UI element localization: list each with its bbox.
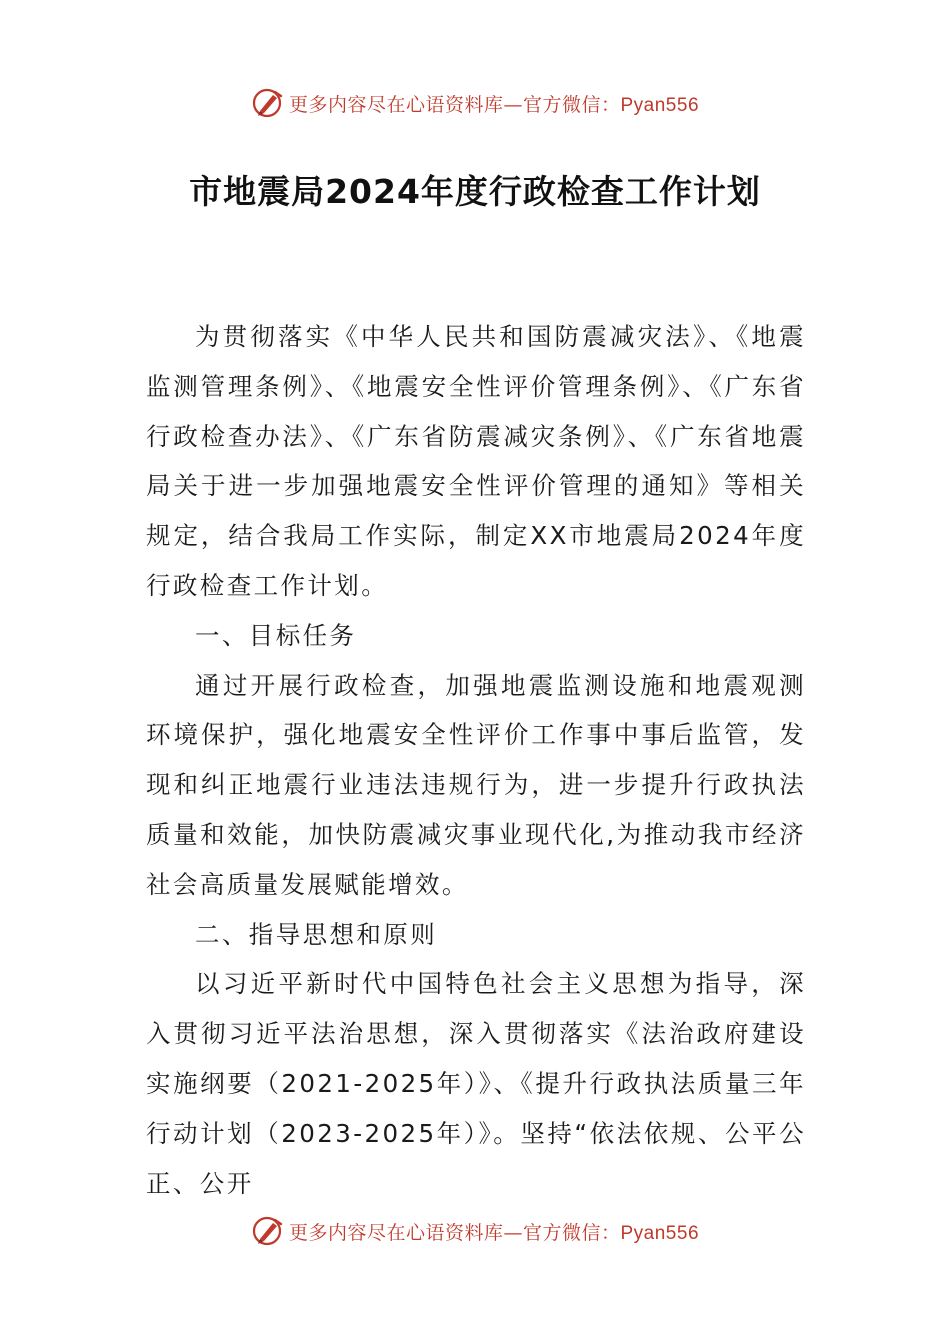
section-heading-principles: 二、指导思想和原则 — [195, 919, 438, 949]
pen-nib-circle-icon — [251, 86, 285, 120]
section-heading-goals: 一、目标任务 — [195, 620, 357, 650]
paragraph-goals: 通过开展行政检查，加强地震监测设施和地震观测环境保护，强化地震安全性评价工作事中事后监管，发现和纠正地震行业违法违规行为，进一步提升行政执法质量和效能，加快防震减灾事业现代化,为推动我市经济社会高质量发展赋能增效。 — [146, 670, 806, 899]
paragraph-principles: 以习近平新时代中国特色社会主义思想为指导，深入贯彻习近平法治思想，深入贯彻落实《法治政府建设实施纲要（2021-2025年）》、《提升行政执法质量三年行动计划（2023-2025年）》。坚持“依法依规、公平公正、公开 — [146, 969, 806, 1198]
watermark-text: 更多内容尽在心语资料库—官方微信：Pyan556 — [288, 1221, 700, 1244]
pen-nib-circle-icon — [251, 1214, 285, 1248]
header-watermark — [0, 86, 950, 120]
document-body — [146, 312, 806, 1208]
document-title: 市地震局2024年度行政检查工作计划 — [189, 172, 761, 211]
paragraph-intro: 为贯彻落实《中华人民共和国防震减灾法》、《地震监测管理条例》、《地震安全性评价管理条例》、《广东省行政检查办法》、《广东省防震减灾条例》、《广东省地震局关于进一步加强地震安全性评价管理的通知》等相关规定，结合我局工作实际，制定XX市地震局2024年度行政检查工作计划。 — [146, 322, 806, 600]
footer-watermark — [0, 1214, 950, 1248]
watermark-text: 更多内容尽在心语资料库—官方微信：Pyan556 — [288, 93, 700, 116]
